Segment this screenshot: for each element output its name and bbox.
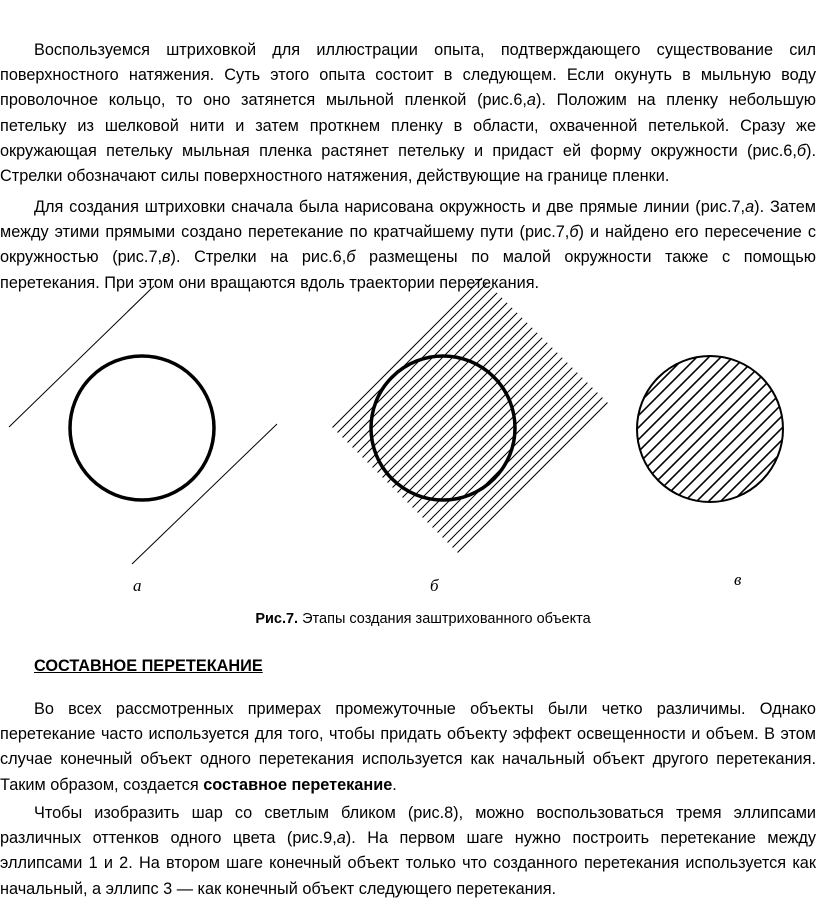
hatch-line [170,250,500,580]
blend-hatch-lines [140,250,816,580]
paragraph-sphere-highlight: Чтобы изобразить шар со светлым бликом (рис.8), можно воспользоваться тремя эллипсами различных оттенков одного цвета (рис.9,а). На первом шаге нужно построить перетекание между эллипсами 1 и 2. На втором шаге конечный объект только что созданного перетекания используется как начальный, а эллипс 3 — как конечный объект следующего перетекания. [0,804,816,898]
hatch-line [450,250,780,580]
hatch-line [606,340,786,520]
figure-a-stage [9,286,277,564]
hatch-line [240,250,570,580]
circle-outline [70,356,214,500]
hatch-line [190,250,520,580]
hatch-line [540,250,816,580]
hatch-line [400,250,730,580]
figure-c-stage [510,340,816,520]
hatch-line [150,250,480,580]
hatch-line [470,250,800,580]
paragraph-compound-blend: Во всех рассмотренных примерах промежуточные объекты были четко различимы. Однако перетекание часто используется для того, чтобы придать объекту эффект освещенности и объем. В этом случае конечный объект одного перетекания используется как начальный объект другого перетекания. Таким образом, создается составное перетекание. [0,700,816,794]
hatch-line [200,250,530,580]
hatch-line [420,250,750,580]
hatch-line [180,250,510,580]
paragraph-hatching-steps: Для создания штриховки сначала была нарисована окружность и две прямые линии (рис.7,а). Затем между этими прямыми создано перетекание по кратчайшему пути (рис.7,б) и найдено его пересечение с окружностью (рис.7,в). Стрелки на рис.6,б размещены по малой окружности также с помощью перетекания. При этом они вращаются вдоль траектории перетекания. [0,198,816,292]
hatch-line [530,250,816,580]
hatch-line [360,250,690,580]
hatch-line [440,250,770,580]
hatch-line [290,250,620,580]
hatch-line [310,250,640,580]
hatch-line [340,250,670,580]
hatch-line [550,250,816,580]
figure-label-a: а [133,576,142,595]
hatch-line [510,340,690,520]
hatch-line [490,250,816,580]
hatch-line [260,250,590,580]
hatch-line [620,250,816,580]
hatch-line [534,340,714,520]
figure-b-stage [140,250,816,580]
hatch-line [726,340,816,520]
hatch-line [558,340,738,520]
hatch-line [500,250,816,580]
hatch-line [300,250,630,580]
hatch-line [320,250,650,580]
hatch-line [610,250,816,580]
hatch-line [600,250,816,580]
figure-label-b: б [430,576,439,595]
hatch-line [460,250,790,580]
hatch-line [140,250,470,580]
hatch-line [270,250,600,580]
figure-label-c: в [734,570,742,589]
hatch-line [640,250,816,580]
hatch-line [546,340,726,520]
hatch-line [618,340,798,520]
hatch-line [230,250,560,580]
hatch-line [210,250,540,580]
figure-caption: Рис.7. Этапы создания заштрихованного объекта [255,611,591,627]
hatch-line [280,250,610,580]
hatch-line [250,250,580,580]
hatch-line [480,250,810,580]
hatch-line [390,250,720,580]
hatch-line [410,250,740,580]
hatch-line [160,250,490,580]
hatched-circle-fill [510,340,816,520]
hatch-line [570,340,750,520]
lower-boundary-line [132,424,277,564]
paragraph-surface-tension: Воспользуемся штриховкой для иллюстрации опыта, подтверждающего существование сил поверхностного натяжения. Суть этого опыта состоит в следующем. Если окунуть в мыльную воду проволочное кольцо, то оно затянется мыльной пленкой (рис.6,а). Положим на пленку небольшую петельку из шелковой нити и затем проткнем пленку в области, охваченной петелькой. Сразу же окружающая петельку мыльная пленка растянет петельку и придаст ей форму окружности (рис.6,б). Стрелки обозначают силы поверхностного натяжения, действующие на границе пленки. [0,41,816,186]
section-heading: СОСТАВНОЕ ПЕРЕТЕКАНИЕ [34,657,263,675]
hatch-line [330,250,660,580]
hatch-line [380,250,710,580]
hatch-line [570,250,816,580]
hatch-line [220,250,550,580]
